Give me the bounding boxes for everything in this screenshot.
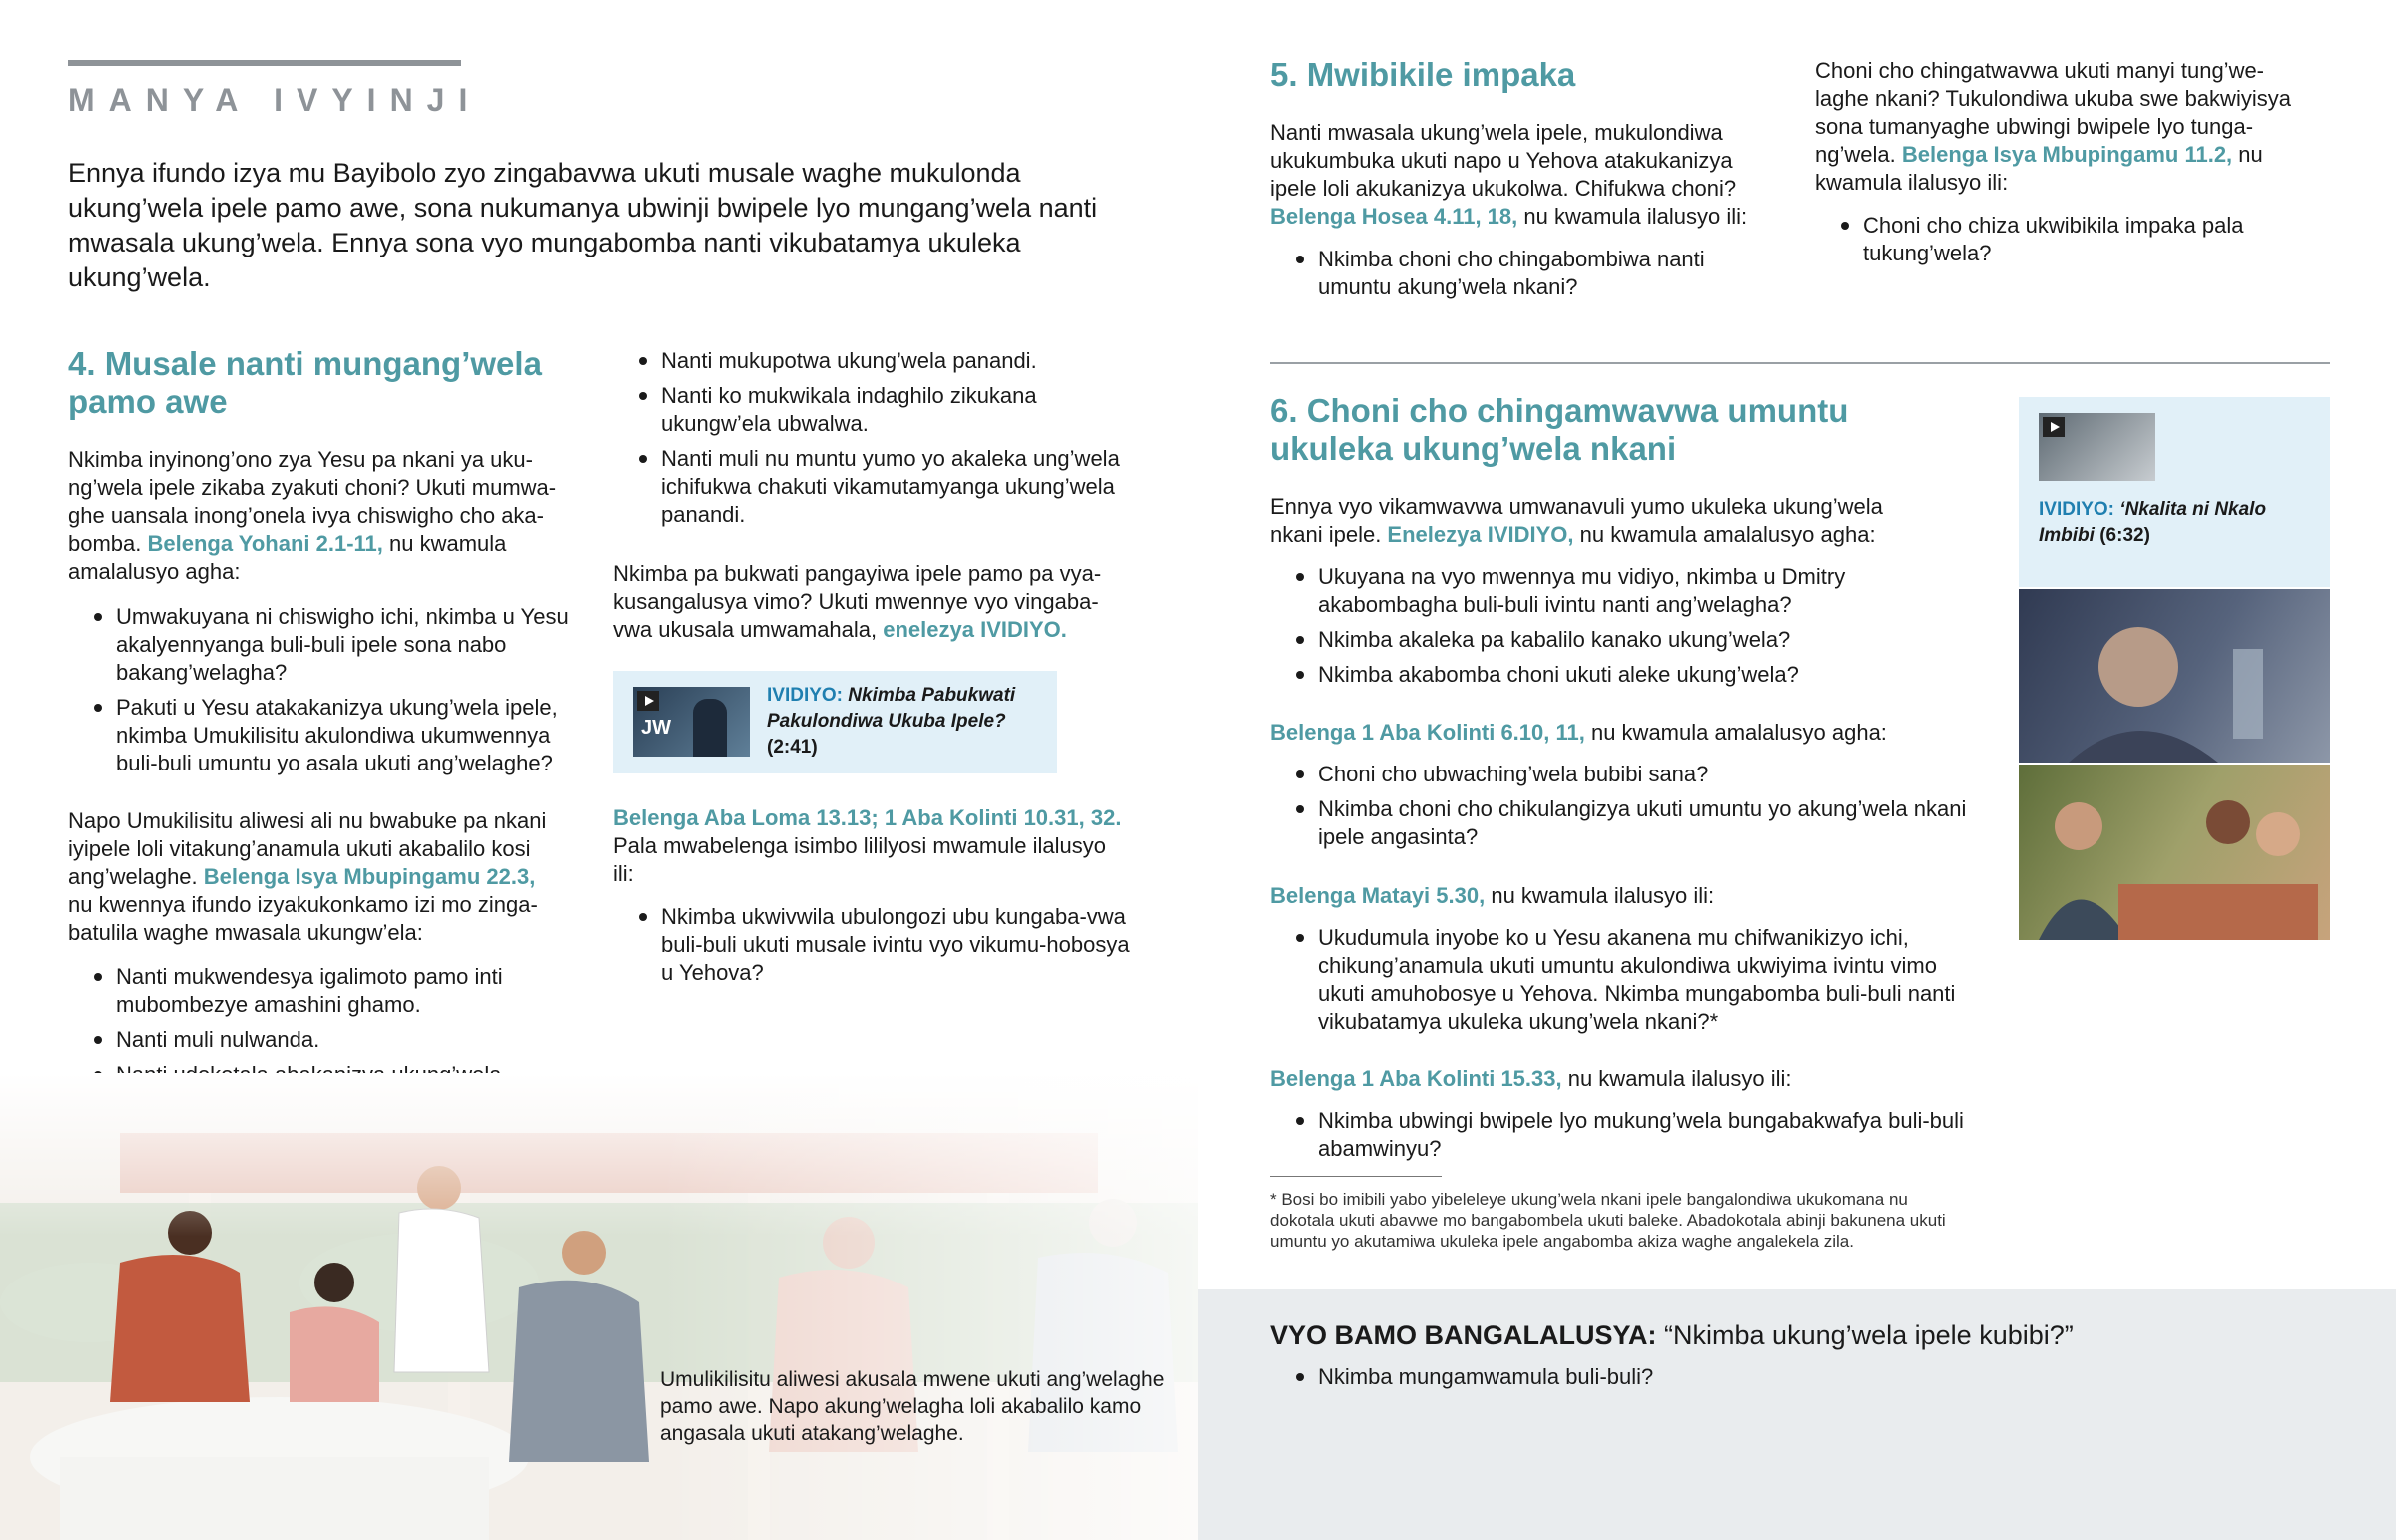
scripture-link-hosea[interactable]: Belenga Hosea 4.11, 18, (1270, 204, 1518, 229)
list-item: Nkimba akaleka pa kabalilo kanako ukung’wela? (1270, 626, 1969, 654)
video-label: IVIDIYO: (767, 685, 844, 706)
text-line: ukukumbuka ukuti napo u Yehova atakukanizya (1270, 148, 1733, 173)
section-4-paragraph-3 (613, 560, 1152, 644)
restaurant-illustration (0, 1073, 1198, 1540)
list-item: Choni cho chiza ukwibikila impaka pala tukung’wela? (1815, 212, 2314, 267)
section-5-paragraph-2 (1815, 57, 2354, 197)
text-line: ang’welaghe. Belenga Isya Mbupingamu 22.3, (68, 864, 536, 889)
list-item: Nkimba ukwivwila ubulongozi ubu kungaba-vwa buli-buli ukuti musale ivintu vyo vikumu-hobosya u Yehova? (613, 903, 1132, 987)
list-item: Nanti mukwendesya igalimoto pamo inti mubombezye amashini ghamo. (68, 963, 547, 1019)
section-6-reading-3: Belenga 1 Aba Kolinti 15.33, nu kwamula ilalusyo ili: (1270, 1066, 1792, 1091)
text-line: ghe uansala inong’onela ivya chiswigho cho aka- (68, 503, 544, 528)
section-4-bullets-3 (613, 347, 1132, 536)
list-item: Umwakuyana ni chiswigho ichi, nkimba u Yesu akalyennyanga buli-buli ipele sona nabo bakang’welagha? (68, 603, 587, 687)
text-line: Nkimba pa bukwati pangayiwa ipele pamo pa vya- (613, 561, 1102, 586)
list-item: Nanti muli nu muntu yumo yo akaleka ung’wela ichifukwa chakuti vikamutamyanga ukung’wela panandi. (613, 445, 1132, 529)
video-thumbnail[interactable] (633, 687, 750, 757)
presenter-figure (693, 699, 727, 757)
section-4-paragraph-2 (68, 807, 607, 947)
text-line: Choni cho chingatwavwa ukuti manyi tung’we- (1815, 58, 2265, 83)
text-line: Ennya vyo vikamwavwa umwanavuli yumo ukuleka ukung’wela (1270, 494, 1883, 519)
footnote: * Bosi bo imibili yabo yibeleleye ukung’wela nkani ipele bangalondiwa ukukomana nu dokotala ukuti abavwe mo bangabombela ukuti baleke. Abadokotala abinji bakunena ukuti umuntu yo akutamiwa ukuleka ipele angabomba akiza waghe angalekela zila. (1270, 1190, 1946, 1251)
scripture-link-1cor6[interactable]: Belenga 1 Aba Kolinti 6.10, 11, (1270, 720, 1585, 745)
list-item: Nkimba ubwingi bwipele lyo mukung’wela bungabakwafya buli-buli abamwinyu? (1270, 1107, 1969, 1163)
photo-bible-study (2019, 765, 2330, 940)
list-item: Nanti ko mukwikala indaghilo zikukana ukungw’ela ubwalwa. (613, 382, 1132, 438)
video-label: IVIDIYO: (2039, 499, 2115, 520)
text-line: vwa ukusala umwamahala, enelezya IVIDIYO. (613, 617, 1067, 642)
video-link-1[interactable]: enelezya IVIDIYO. (883, 617, 1067, 642)
video-title: Nkimba Pabukwati Pakulondiwa Ukuba Ipele? (767, 685, 1016, 732)
video-link-2[interactable]: Enelezya IVIDIYO, (1387, 522, 1574, 547)
section-4-paragraph-1 (68, 446, 607, 586)
section-divider (1270, 362, 2330, 364)
text-line: Pala mwabelenga isimbo lililyosi mwamule ilalusyo (613, 833, 1106, 858)
section-6-reading-1: Belenga 1 Aba Kolinti 6.10, 11, nu kwamula amalalusyo agha: (1270, 720, 1887, 745)
bottom-label: VYO BAMO BANGALALUSYA: (1270, 1320, 1657, 1350)
video-duration: (2:41) (767, 737, 818, 758)
section-6-paragraph-1 (1270, 493, 1969, 549)
section-6-bullets-2 (1270, 761, 1969, 858)
section-5-bullets-1 (1270, 246, 1749, 308)
kicker-title: MANYA IVYINJI (68, 82, 482, 118)
video-card-wedding[interactable] (613, 671, 1057, 773)
text-line: nu kwennya ifundo izyakukonkamo izi mo zinga- (68, 892, 538, 917)
intro-paragraph: Ennya ifundo izya mu Bayibolo zyo zingabavwa ukuti musale waghe mukulonda ukung’wela ipele pamo awe, sona nukumanya ubwinji bwipele lyo mungang’wela nanti mwasala ukung’wela. Ennya sona vyo mungabomba nanti vikubatamya ukuleka ukung’wela. (68, 158, 1098, 292)
bottom-bullets (1270, 1363, 1969, 1398)
text-line: sona tumanyaghe ubwingi bwipele lyo tunga- (1815, 114, 2254, 139)
photo-man-drinking-svg (2019, 589, 2330, 763)
video-caption (767, 683, 1046, 761)
list-item: Ukudumula inyobe ko u Yesu akanena mu chifwanikizyo ichi, chikung’anamula ukuti umuntu akulondiwa ukwiyima ivintu vimo ukuti amuhobosye u Yehova. Nkimba mungabomba buli-buli nanti vikubatamya ukuleka ukung’wela nkani?* (1270, 924, 1969, 1036)
illustration-caption: Umulikilisitu aliwesi akusala mwene ukuti ang’welaghe pamo awe. Napo akung’welagha loli akabalilo kamo angasala ukuti atakang’welaghe. (660, 1368, 1165, 1445)
section-6-bullets-3 (1270, 924, 1969, 1043)
text-line: ng’wela. Belenga Isya Mbupingamu 11.2, nu (1815, 142, 2263, 167)
jw-logo: JW (641, 717, 671, 739)
section-6-bullets-4 (1270, 1107, 1969, 1170)
footnote-rule (1270, 1176, 1442, 1177)
text-line: Nanti mwasala ukung’wela ipele, mukulondiwa (1270, 120, 1723, 145)
list-item: Nkimba akabomba choni ukuti aleke ukung’wela? (1270, 661, 1969, 689)
header-rule (68, 60, 461, 66)
video-caption (2039, 497, 2318, 549)
video-title: ‘Nkalita ni Nkalo Imbibi (2039, 499, 2267, 546)
restaurant-scene-svg (0, 1073, 1198, 1540)
scripture-link-john[interactable]: Belenga Yohani 2.1-11, (147, 531, 383, 556)
list-item: Nanti mukupotwa ukung’wela panandi. (613, 347, 1132, 375)
text-line: Belenga Hosea 4.11, 18, nu kwamula ilalusyo ili: (1270, 204, 1748, 229)
photo-bible-study-svg (2019, 765, 2330, 940)
video-thumbnail[interactable] (2039, 413, 2155, 481)
video-duration: (6:32) (2099, 525, 2150, 546)
scripture-link-proverbs-11[interactable]: Belenga Isya Mbupingamu 11.2, (1901, 142, 2233, 167)
section-6-title: 6. Choni cho chingamwavwa umuntu ukuleka ukung’wela nkani (1270, 392, 1849, 467)
list-item: Nanti muli nulwanda. (68, 1026, 547, 1054)
text-line: ili: (613, 861, 634, 886)
text-line: ipele loli akukanizya ukukolwa. Chifukwa choni? (1270, 176, 1737, 201)
section-4-bullets-1 (68, 603, 587, 784)
scripture-link-1cor15[interactable]: Belenga 1 Aba Kolinti 15.33, (1270, 1066, 1562, 1091)
list-item: Nkimba choni cho chikulangizya ukuti umuntu yo akung’wela nkani ipele angasinta? (1270, 795, 1969, 851)
text-line: ng’wela ipele zikaba zyakuti choni? Ukuti mumwa- (68, 475, 557, 500)
play-icon (2043, 417, 2065, 437)
section-5-paragraph-1 (1270, 119, 1809, 231)
scripture-link-proverbs[interactable]: Belenga Isya Mbupingamu 22.3, (203, 864, 536, 889)
section-6-bullets-1 (1270, 563, 1969, 696)
text-line: Napo Umukilisitu aliwesi ali nu bwabuke pa nkani (68, 808, 547, 833)
list-item: Ukuyana na vyo mwennya mu vidiyo, nkimba u Dmitry akabombagha buli-buli ivintu nanti ang’welagha? (1270, 563, 1969, 619)
text-line: Nkimba inyinong’ono zya Yesu pa nkani ya uku- (68, 447, 533, 472)
text-line: kwamula ilalusyo ili: (1815, 170, 2009, 195)
text-line: iyipele loli vitakung’anamula ukuti akabalilo kosi (68, 836, 531, 861)
play-icon (637, 691, 659, 711)
text-line: amalalusyo agha: (68, 559, 241, 584)
bottom-quote: “Nkimba ukung’wela ipele kubibi?” (1664, 1320, 2074, 1350)
section-6-reading-2: Belenga Matayi 5.30, nu kwamula ilalusyo ili: (1270, 883, 1715, 908)
text-line: laghe nkani? Tukulondiwa ukuba swe bakwiyisya (1815, 86, 2291, 111)
text-line: kusangalusya vimo? Ukuti mwennye vyo vingaba- (613, 589, 1099, 614)
section-5-title: 5. Mwibikile impaka (1270, 56, 1576, 93)
section-4-bullets-4 (613, 903, 1132, 994)
scripture-link-romans[interactable]: Belenga Aba Loma 13.13; 1 Aba Kolinti 10.31, 32. (613, 805, 1122, 830)
list-item: Choni cho ubwaching’wela bubibi sana? (1270, 761, 1969, 788)
scripture-link-matthew[interactable]: Belenga Matayi 5.30, (1270, 883, 1486, 908)
photo-man-drinking (2019, 589, 2330, 763)
section-5-bullets-2 (1815, 212, 2314, 274)
list-item: Pakuti u Yesu atakakanizya ukung’wela ipele, nkimba Umukilisitu akulondiwa ukumwennya buli-buli umuntu yo asala ukuti ang’welaghe? (68, 694, 587, 777)
text-line: bomba. Belenga Yohani 2.1-11, nu kwamula (68, 531, 507, 556)
list-item: Nkimba choni cho chingabombiwa nanti umuntu akung’wela nkani? (1270, 246, 1749, 301)
list-item: Nkimba mungamwamula buli-buli? (1270, 1363, 1969, 1391)
section-4-title: 4. Musale nanti mungang’wela pamo awe (68, 345, 542, 420)
text-line: nkani ipele. Enelezya IVIDIYO, nu kwamula amalalusyo agha: (1270, 522, 1876, 547)
bottom-question (1270, 1318, 2368, 1352)
video-card-dmitry[interactable] (2019, 397, 2330, 587)
section-4-paragraph-4 (613, 804, 1152, 888)
text-line: batulila waghe mwasala ukungw’ela: (68, 920, 423, 945)
